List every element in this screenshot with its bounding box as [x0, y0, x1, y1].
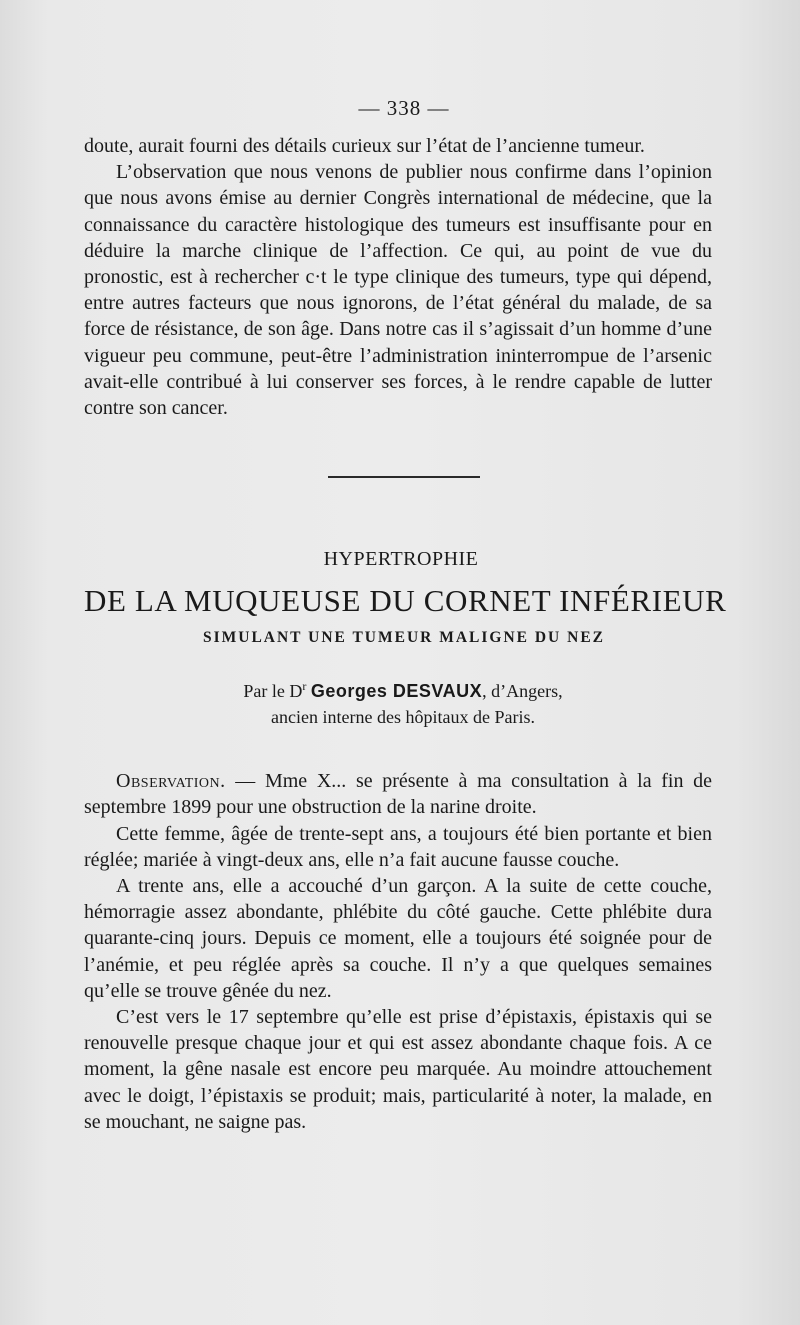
observation-label: Observation.	[116, 770, 226, 793]
observation-body	[84, 768, 712, 1135]
section-divider	[328, 476, 480, 478]
author-name: Georges DESVAUX	[310, 681, 483, 702]
byline-prefix: Par le D	[243, 681, 303, 702]
paragraph: L’observation que nous venons de publier nous confirme dans l’opinion que nous avons émise au dernier Congrès international de médecine, que la connaissance du caractère histologique des tumeurs est insuffisante pour en déduire la marche clinique de l’affection. Ce qui, au point de vue du pronostic, est à rechercher c·t le type clinique des tumeurs, type qui dépend, entre autres facteurs que nous ignorons, de l’état général du malade, de sa force de résistance, de son âge. Dans notre cas il s’agissait d’un homme d’une vigueur peu commune, peut-être l’administration ininterrompue de l’arsenic avait-elle contribué à lui conserver ses forces, à le rendre capable de lutter contre son cancer.	[84, 161, 712, 420]
paragraph: doute, aurait fourni des détails curieux sur l’état de l’ancienne tumeur.	[84, 135, 645, 157]
paragraph: C’est vers le 17 septembre qu’elle est prise d’épistaxis, épistaxis qui se renouvelle presque chaque jour et qui est assez abondante chaque fois. A ce moment, la gêne nasale est encore peu marquée. Au moindre attouchement avec le doigt, l’épistaxis se produit; mais, particularité à noter, la malade, en se mouchant, ne saigne pas.	[84, 1006, 712, 1133]
article-title-line1: HYPERTROPHIE	[323, 548, 479, 571]
paragraph: Cette femme, âgée de trente-sept ans, a toujours été bien portante et bien réglée; mariée à vingt-deux ans, elle n’a fait aucune fausse couche.	[84, 822, 712, 871]
author-affiliation: ancien interne des hôpitaux de Paris.	[271, 707, 535, 728]
article-subtitle: SIMULANT UNE TUMEUR MALIGNE DU NEZ	[202, 629, 605, 647]
byline-suffix: , d’Angers,	[482, 681, 563, 702]
page-content	[84, 96, 727, 1135]
article-title-line2: DE LA MUQUEUSE DU CORNET INFÉRIEUR	[84, 583, 727, 619]
paragraph: A trente ans, elle a accouché d’un garçon. A la suite de cette couche, hémorragie assez abondante, phlébite du côté gauche. Cette phlébite dura quarante-cinq jours. Depuis ce moment, elle a toujours été soignée pour de l’anémie, et peu réglée après sa couche. Il n’y a que quelques semaines qu’elle se trouve gênée du nez.	[84, 875, 712, 1002]
byline	[94, 673, 712, 730]
paragraph	[84, 768, 712, 820]
observation-text: — Mme X... se présente à ma consultation à la fin de septembre 1899 pour une obstruction de la narine droite.	[84, 770, 712, 819]
byline-sup: r	[302, 679, 307, 694]
page-number: — 338 —	[358, 96, 450, 120]
